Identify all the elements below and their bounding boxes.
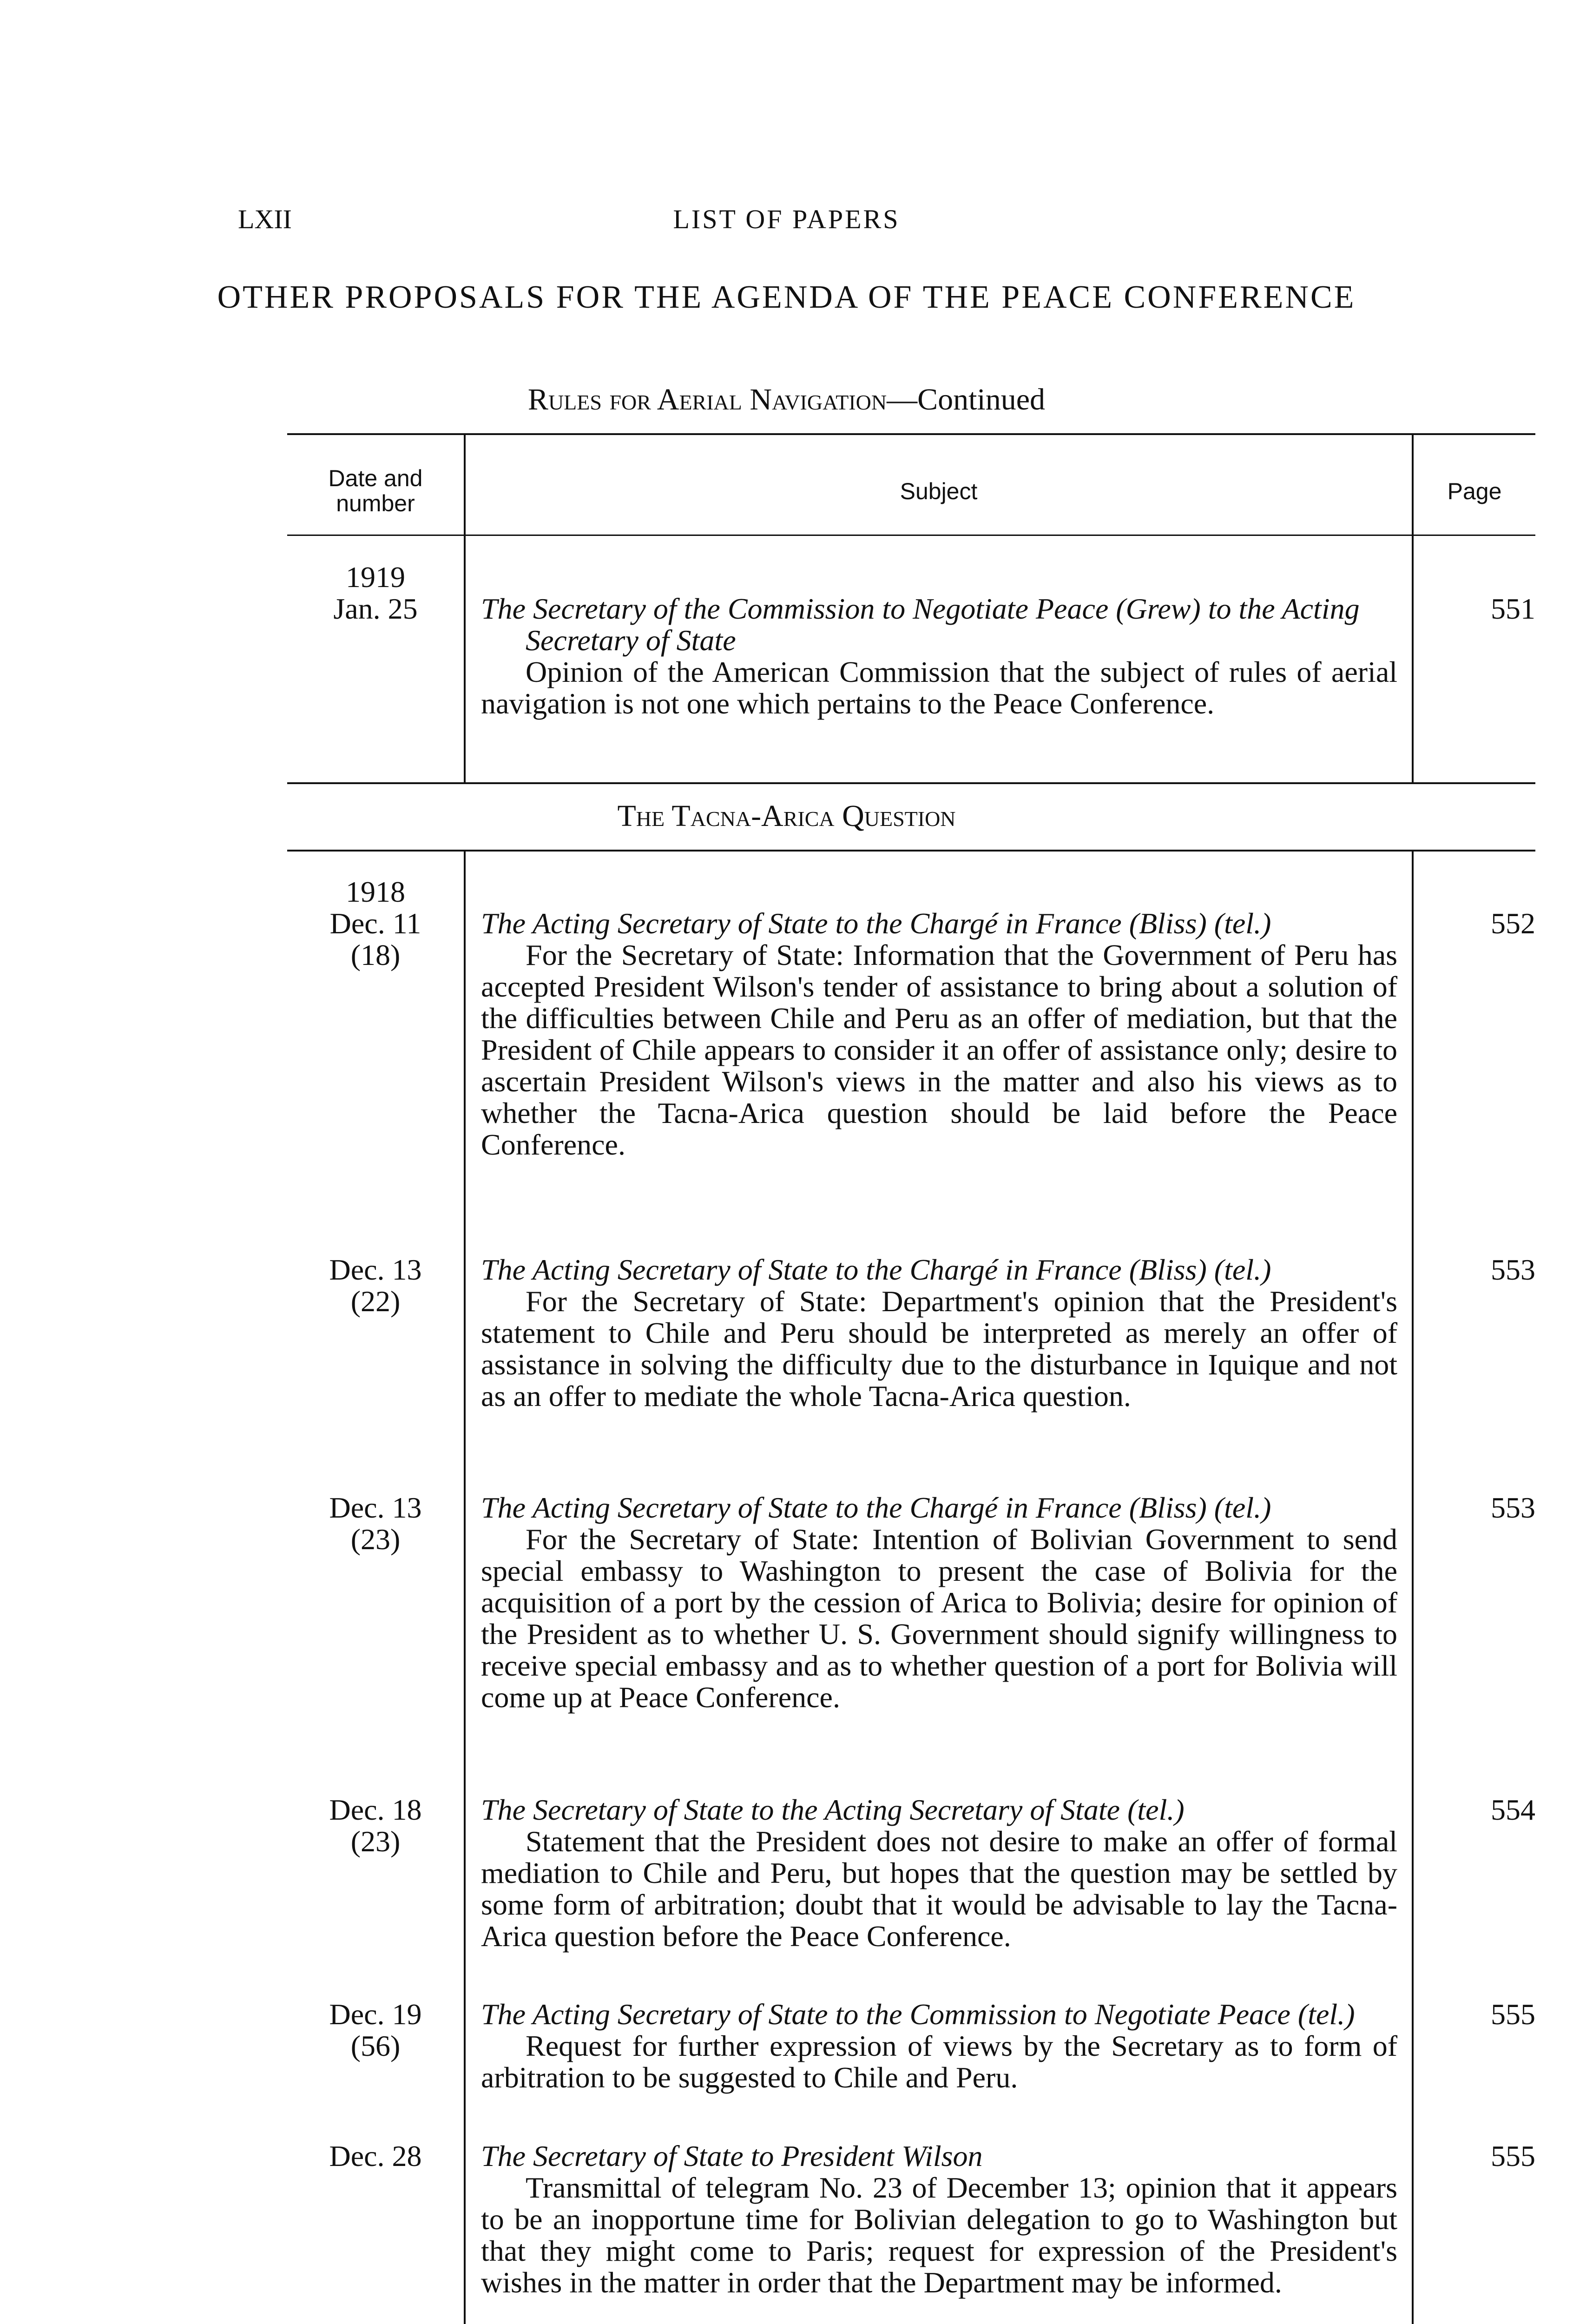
entry-summary: Transmittal of telegram No. 23 of December 13; opinion that it appears to be an inopportune time for Bolivian delegation to go to Washington but that they might come to Paris; request for expression of the President's wishes in the matter in order that the Department may be informed. (481, 2171, 1397, 2299)
subsection-rules-title: Rules for Aerial Navigation (527, 383, 887, 416)
column-header-page: Page (1447, 478, 1502, 504)
entry-date (287, 1999, 464, 2062)
entry-summary: For the Secretary of State: Intention of Bolivian Government to send special embassy to Washington to present the case of Bolivia for the acquisition of a port by the cession of Arica to Bolivia; desire for opinion of the President as to whether U. S. Government should signify willingness to receive special embassy and as to whether question of a port for Bolivia will come up at Peace Conference. (481, 1523, 1397, 1714)
entry-day: Dec. 13 (329, 1253, 422, 1286)
entry-page: 554 (1491, 1793, 1535, 1826)
entry-title: The Secretary of the Commission to Negotiate Peace (Grew) to the Acting Secretary of State (481, 592, 1360, 657)
list-item (481, 2140, 1397, 2298)
entry-date (287, 561, 464, 625)
entry-number: (23) (350, 1825, 401, 1858)
entry-day: Dec. 19 (329, 1998, 422, 2031)
entry-number: (22) (350, 1285, 401, 1318)
entry-title: The Acting Secretary of State to the Chargé in France (Bliss) (tel.) (481, 1253, 1271, 1286)
table-top-rule (287, 850, 1535, 852)
entry-page: 555 (1491, 1998, 1535, 2031)
entry-summary: For the Secretary of State: Department's opinion that the President's statement to Chile and Peru should be interpreted as merely an offer of assistance in solving the difficulty due to the disturbance in Iquique and not as an offer to mediate the whole Tacna-Arica question. (481, 1285, 1397, 1413)
entry-title: The Acting Secretary of State to the Chargé in France (Bliss) (tel.) (481, 1491, 1271, 1524)
entry-day: Dec. 11 (329, 907, 421, 940)
entry-page: 553 (1491, 1253, 1535, 1286)
list-item (481, 908, 1397, 1161)
entry-date (287, 876, 464, 971)
table-top-rule (287, 433, 1535, 435)
table-bottom-rule (287, 782, 1535, 784)
subsection-tacna-title: The Tacna-Arica Question (617, 799, 956, 833)
list-item (481, 1794, 1397, 1952)
column-header-date: Date and number (328, 465, 423, 516)
section-title (0, 278, 1573, 317)
table-col-divider (1412, 851, 1414, 2324)
entry-summary: For the Secretary of State: Information that the Government of Peru has accepted President Wilson's tender of assistance to bring about a solution of the difficulties between Chile and Peru as an offer of mediation, but that the President of Chile appears to consider it an offer of assistance only; desire to ascertain President Wilson's views in the matter and also his views as to whether the Tacna-Arica question should be laid before the Peace Conference. (481, 938, 1397, 1161)
entry-page: 555 (1491, 2139, 1535, 2172)
entry-summary: Opinion of the American Commission that the subject of rules of aerial navigation is not one which pertains to the Peace Conference. (481, 655, 1397, 720)
entry-day: Jan. 25 (333, 592, 418, 625)
entry-year: 1919 (346, 561, 405, 594)
entry-date (287, 1254, 464, 1317)
entry-date (287, 1492, 464, 1555)
entry-title: The Secretary of State to President Wilson (481, 2139, 983, 2172)
entry-title: The Secretary of State to the Acting Secretary of State (tel.) (481, 1793, 1185, 1826)
table-header-rule (287, 535, 1535, 536)
subsection-rules-heading (0, 382, 1573, 417)
entry-date (287, 2140, 464, 2172)
entry-summary: Request for further expression of views by the Secretary as to form of arbitration to be suggested to Chile and Peru. (481, 2029, 1397, 2094)
entry-summary: Statement that the President does not desire to make an offer of formal mediation to Chile and Peru, but hopes that the question may be settled by some form of arbitration; doubt that it would be advisable to lay the Tacna-Arica question before the Peace Conference. (481, 1825, 1397, 1953)
running-title: LIST OF PAPERS (673, 204, 900, 234)
entry-title: The Acting Secretary of State to the Commission to Negotiate Peace (tel.) (481, 1998, 1355, 2031)
entry-day: Dec. 28 (329, 2139, 422, 2172)
section-title-text: OTHER PROPOSALS FOR THE AGENDA OF THE PEACE CONFERENCE (217, 279, 1356, 315)
entry-page: 552 (1491, 907, 1535, 940)
entry-number: (18) (350, 938, 401, 971)
entry-day: Dec. 18 (329, 1793, 422, 1826)
entry-title: The Acting Secretary of State to the Chargé in France (Bliss) (tel.) (481, 907, 1271, 940)
entry-date (287, 1794, 464, 1857)
entry-number: (23) (350, 1523, 401, 1556)
entry-number: (56) (350, 2029, 401, 2062)
entry-page: 553 (1491, 1491, 1535, 1524)
entry-day: Dec. 13 (329, 1491, 422, 1524)
subsection-rules-suffix: —Continued (887, 383, 1046, 416)
page-number: LXII (238, 204, 292, 234)
running-head (0, 204, 1573, 236)
entry-year: 1918 (346, 875, 405, 908)
subsection-tacna-heading (0, 799, 1573, 834)
entry-page: 551 (1491, 592, 1535, 625)
list-item (481, 593, 1397, 720)
table-col-divider (464, 851, 466, 2324)
list-item (481, 1254, 1397, 1412)
list-item (481, 1999, 1397, 2093)
list-item (481, 1492, 1397, 1713)
column-header-subject: Subject (900, 478, 978, 504)
